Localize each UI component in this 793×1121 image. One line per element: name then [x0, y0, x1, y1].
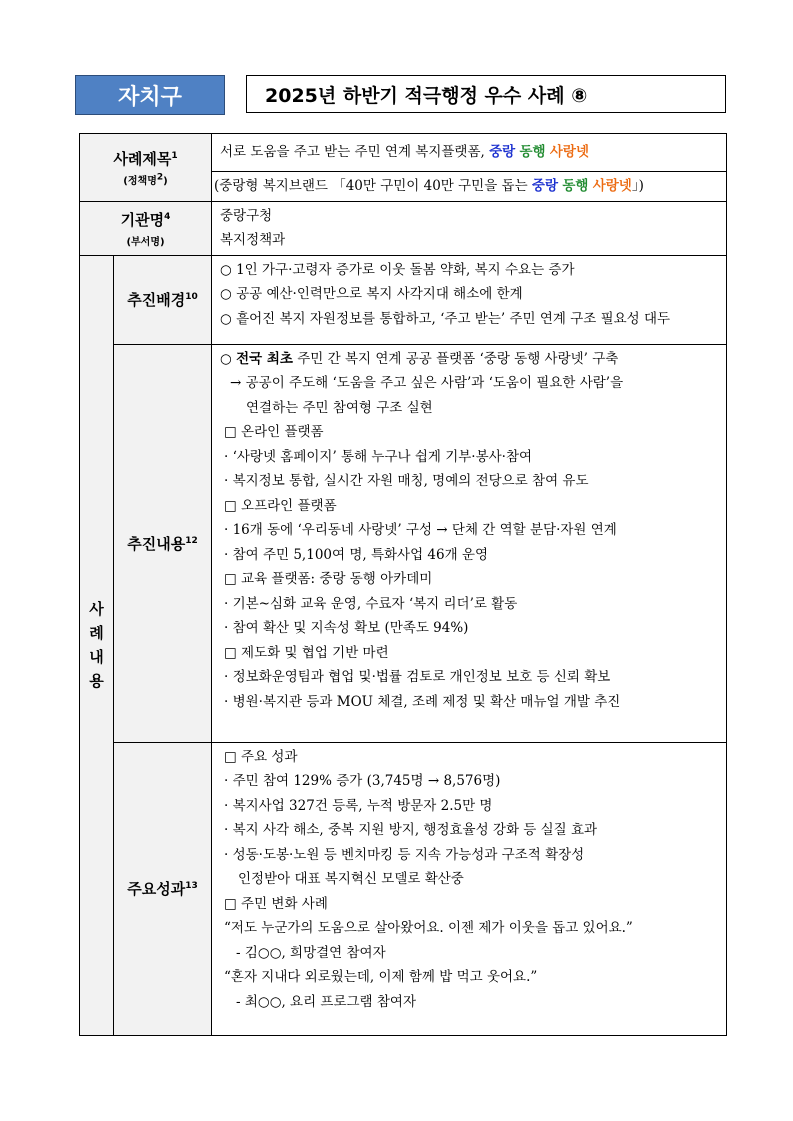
text-segment: · 정보화운영팀과 협업 및·법률 검토로 개인정보 보호 등 신뢰 확보 — [224, 669, 611, 685]
text-segment: · 기본~심화 교육 운영, 수료자 ‘복지 리더’로 활동 — [224, 595, 518, 612]
footnote-mark: 2 — [156, 172, 164, 183]
footnote-mark: 13 — [185, 881, 198, 891]
text-segment: · 복지 사각 해소, 중복 지원 방지, 행정효율성 강화 등 실질 효과 — [224, 822, 598, 838]
text-segment: - 최○○, 요리 프로그램 참여자 — [236, 993, 417, 1010]
text-segment: “혼자 지내다 외로웠는데, 이제 함께 밥 먹고 웃어요.” — [224, 969, 538, 985]
section-header-0 — [114, 255, 212, 344]
dept-name: 복지정책과 — [220, 232, 286, 248]
content-line — [220, 769, 726, 794]
highlight-text: 사랑넷 — [549, 144, 589, 161]
agency-header — [80, 201, 212, 255]
highlight-text: 동행 — [519, 144, 546, 161]
highlight-text: 중랑 — [531, 178, 559, 194]
footnote-mark: 12 — [185, 535, 198, 546]
case-table — [79, 133, 727, 1036]
content-line — [220, 258, 726, 283]
policy-name-value — [212, 172, 727, 202]
text-segment: ○ 공공 예산·인력만으로 복지 사각지대 해소에 한계 — [220, 286, 523, 302]
case-title-label: 사례제목 — [113, 149, 172, 168]
content-line — [220, 518, 726, 543]
content-line — [220, 592, 726, 617]
text-segment: → 공공이 주도해 ‘도움을 주고 싶은 사람’과 ‘도움이 필요한 사람’을 — [230, 375, 624, 391]
content-line — [220, 867, 726, 892]
case-title-value — [212, 134, 727, 172]
highlight-text: 전국 최초 — [236, 350, 293, 367]
dept-label-text: 부서명 — [131, 236, 160, 248]
content-line — [220, 941, 726, 966]
text-segment: 인정받아 대표 복지혁신 모델로 확산중 — [238, 871, 464, 887]
content-line — [220, 371, 726, 396]
content-line — [220, 794, 726, 819]
text-segment: 주민 간 복지 연계 공공 플랫폼 ‘중랑 동행 사랑넷’ 구축 — [292, 350, 619, 367]
section-label: 주요성과 — [127, 880, 186, 898]
text-segment: □ 주요 성과 — [224, 748, 298, 765]
highlight-text: 중랑 — [489, 144, 516, 161]
text-segment: □ 제도화 및 협업 기반 마련 — [224, 644, 389, 661]
text-segment: · 복지정보 통합, 실시간 자원 매칭, 명예의 전당으로 참여 유도 — [224, 473, 589, 489]
content-line — [220, 916, 726, 941]
case-title-line — [220, 140, 726, 165]
policy-name-line — [214, 174, 726, 199]
content-line — [220, 420, 726, 445]
content-line — [220, 818, 726, 843]
text-segment: □ 주민 변화 사례 — [224, 895, 328, 912]
section-content-2 — [212, 742, 727, 1035]
text-segment: ○ — [220, 350, 237, 367]
text-segment: · 참여 확산 및 지속성 확보 (만족도 94%) — [224, 620, 469, 636]
highlight-text: 사랑넷 — [592, 178, 632, 194]
text-segment: · 성동·도봉·노원 등 벤치마킹 등 지속 가능성과 구조적 확장성 — [224, 846, 585, 863]
policy-name-label: (정책명$^2$) — [123, 172, 168, 187]
text-segment: □ 교육 플랫폼: 중랑 동행 아카데미 — [224, 571, 433, 587]
text-segment: · 복지사업 327건 등록, 누적 방문자 2.5만 명 — [224, 797, 493, 814]
case-title-header — [80, 134, 212, 202]
content-line — [220, 843, 726, 868]
section-header-2 — [114, 742, 212, 1035]
section-label: 추진내용 — [127, 534, 186, 553]
case-content-header — [80, 255, 114, 1035]
content-line — [220, 445, 726, 470]
content-line — [220, 396, 726, 421]
text-segment: 서로 도움을 주고 받는 주민 연계 복지플랫폼, — [220, 144, 490, 161]
footnote-mark: 4 — [164, 211, 171, 222]
text-segment: · 참여 주민 5,100여 명, 특화사업 46개 운영 — [224, 546, 488, 563]
content-line — [220, 347, 726, 372]
highlight-text: 동행 — [562, 178, 589, 194]
text-segment: 」) — [631, 178, 644, 194]
text-segment: · 병원·복지관 등과 MOU 체결, 조례 제정 및 확산 매뉴얼 개발 추진 — [224, 693, 621, 710]
content-line — [220, 543, 726, 568]
content-line — [220, 282, 726, 307]
text-segment: 연결하는 주민 참여형 구조 실현 — [246, 399, 433, 416]
content-line — [220, 892, 726, 917]
content-line — [220, 745, 726, 770]
text-segment: ○ 흩어진 복지 자원정보를 통합하고, ‘주고 받는’ 주민 연계 구조 필요성 대두 — [220, 310, 671, 327]
content-line — [220, 469, 726, 494]
text-segment: □ 온라인 플랫폼 — [224, 424, 324, 440]
text-segment: ○ 1인 가구·고령자 증가로 이웃 돌봄 약화, 복지 수요는 증가 — [220, 261, 575, 278]
content-line — [220, 665, 726, 690]
text-segment: · 16개 동에 ‘우리동네 사랑넷’ 구성 → 단체 간 역할 분담·자원 연계 — [224, 522, 617, 538]
page-title-text: 2025년 하반기 적극행정 우수 사례 ⑧ — [265, 84, 588, 107]
policy-name-text: 정책명 — [127, 175, 157, 187]
footnote-mark: 10 — [185, 292, 198, 302]
section-content-0 — [212, 255, 727, 344]
agency-name: 중랑구청 — [220, 207, 273, 224]
content-line — [220, 965, 726, 990]
text-segment: - 김○○, 희망결연 참여자 — [236, 944, 386, 961]
text-segment: □ 오프라인 플랫폼 — [224, 497, 337, 514]
case-content-label: 사례내용 — [89, 600, 104, 690]
content-line — [220, 616, 726, 641]
text-segment: “저도 누군가의 도움으로 살아왔어요. 이젠 제가 이웃을 돕고 있어요.” — [224, 920, 633, 936]
text-segment: (중랑형 복지브랜드 「40만 구민이 40만 구민을 돕는 — [214, 178, 532, 194]
category-label: 자치구 — [118, 84, 182, 110]
dept-label: (부서명) — [126, 236, 165, 248]
content-line — [220, 990, 726, 1015]
content-line — [220, 494, 726, 519]
content-line — [220, 690, 726, 715]
footnote-mark: 1 — [171, 150, 178, 161]
section-label: 추진배경 — [127, 291, 186, 309]
text-segment: · 주민 참여 129% 증가 (3,745명 → 8,576명) — [224, 773, 501, 789]
content-line — [220, 307, 726, 332]
agency-label: 기관명 — [120, 210, 165, 229]
section-content-1 — [212, 344, 727, 742]
page-title — [246, 75, 726, 113]
section-header-1 — [114, 344, 212, 742]
text-segment: · ‘사랑넷 홈페이지’ 통해 누구나 쉽게 기부·봉사·참여 — [224, 448, 533, 465]
content-line — [220, 567, 726, 592]
category-badge — [75, 75, 225, 115]
agency-value — [212, 201, 727, 255]
content-line — [220, 641, 726, 666]
